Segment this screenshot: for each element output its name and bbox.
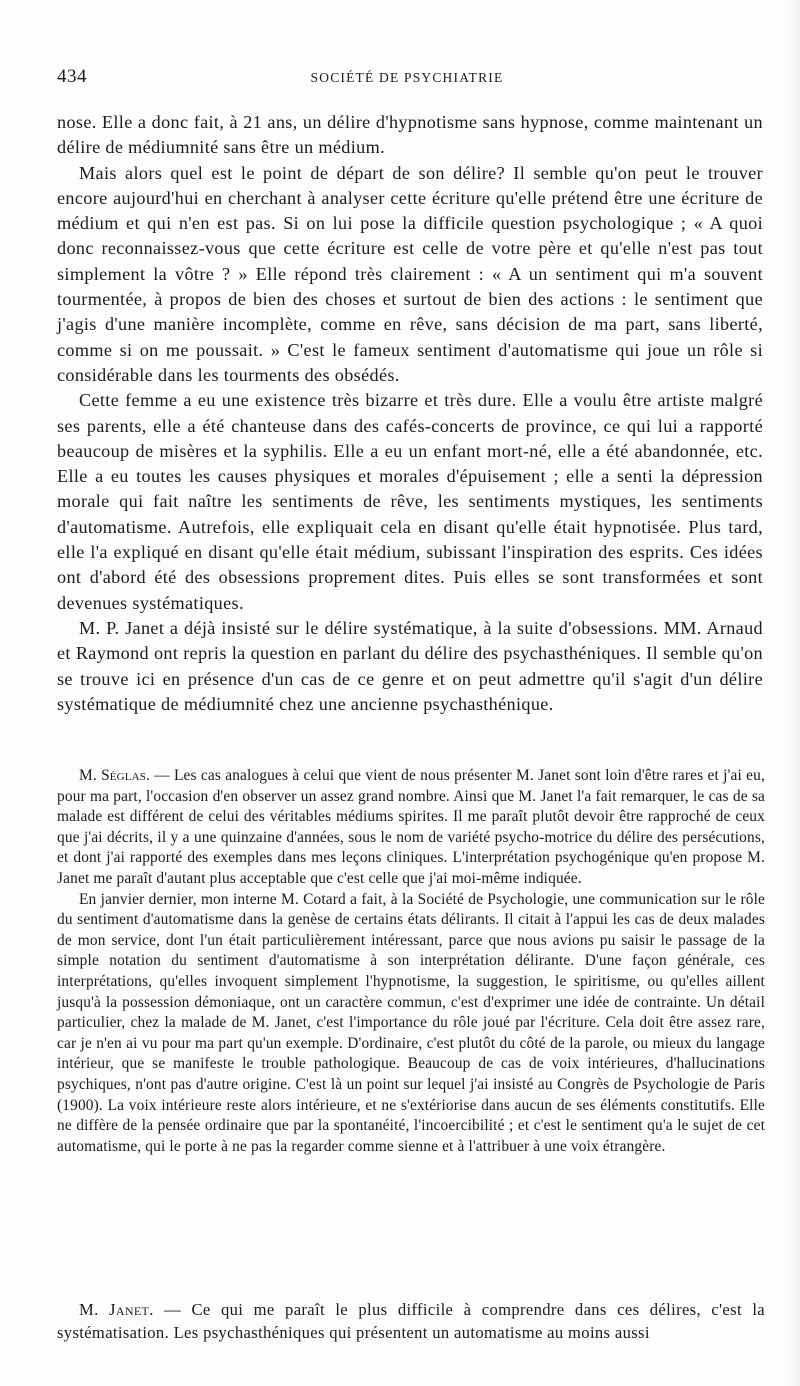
- page-number: 434: [57, 66, 87, 87]
- main-text-block: [57, 110, 763, 717]
- paragraph-systematic-delusion: M. P. Janet a déjà insisté sur le délire systématique, à la suite d'obsessions. MM. Arnaud et Raymond ont repris la question en parlant du délire des psychasthéniques. Il semble qu'on se trouve ici en présence d'un cas de ce genre et on peut admettre qu'il s'agit d'un délire systématique de médiumnité chez une ancienne psychasthénique.: [57, 617, 763, 714]
- seglas-paragraph-2: En janvier dernier, mon interne M. Cotard a fait, à la Société de Psychologie, une communication sur le rôle du sentiment d'automatisme dans la genèse de certains états délirants. Il citait à l'appui les cas de deux malades de mon service, dont l'un était particulièrement intéressant, parce que nous avions pu saisir le passage de la simple notation du sentiment d'automatisme à son interprétation délirante. D'une façon générale, ces interprétations, qu'elles invoquent simplement l'hypnotisme, la suggestion, le spiritisme, ou qu'elles aillent jusqu'à la possession démoniaque, ont un caractère commun, c'est d'exprimer une idée de contrainte. Un détail particulier, chez la malade de M. Janet, c'est l'importance du rôle joué par l'écriture. Cela doit être assez rare, car je n'en ai vu pour ma part qu'un exemple. D'ordinaire, c'est plutôt du côté de la parole, ou mieux du langage intérieur, que se manifeste le trouble pathologique. Beaucoup de cas de voix intérieures, d'hallucinations psychiques, n'ont pas d'autre origine. C'est là un point sur lequel j'ai insisté au Congrès de Psychologie de Paris (1900). La voix intérieure reste alors intérieure, et ne s'extériorise dans aucun de ses éléments constitutifs. Elle ne diffère de la pensée ordinaire que par la spontanéité, l'incoercibilité ; et c'est le sentiment qu'a le sujet de cet automatisme, qui le porte à ne pas la regarder comme sienne et à l'attribuer à une voix étrangère.: [57, 890, 765, 1155]
- journal-title: SOCIÉTÉ DE PSYCHIATRIE: [310, 70, 504, 85]
- seglas-paragraph-1: [57, 766, 765, 890]
- page-edge-shadow: [786, 0, 800, 1386]
- janet-text: — Ce qui me paraît le plus difficile à comprendre dans ces délires, c'est la systématisation. Les psychasthéniques qui présentent un automatisme au moins aussi: [57, 1300, 765, 1342]
- speaker-janet: M. Janet.: [79, 1300, 154, 1319]
- paragraph-delusion-origin: Mais alors quel est le point de départ de son délire? Il semble qu'on peut le trouver encore aujourd'hui en cherchant à analyser cette écriture qu'elle prétend être une écriture de médium et qui n'en est pas. Si on lui pose la difficile question psychologique ; « A quoi donc reconnaissez-vous que cette écriture est celle de votre père et qu'elle n'est pas tout simplement la vôtre ? » Elle répond très clairement : « A un sentiment qui m'a souvent tourmentée, à propos de bien des choses et surtout de bien des actions : le sentiment que j'agis d'une manière incomplète, comme en rêve, sans décision de ma part, sans liberté, comme si on me poussait. » C'est le fameux sentiment d'automatisme qui joue un rôle si considérable dans les tourments des obsédés.: [57, 162, 763, 385]
- speaker-seglas: M. Séglas.: [79, 767, 150, 784]
- seglas-text-1: — Les cas analogues à celui que vient de nous présenter M. Janet sont loin d'être rares et j'ai eu, pour ma part, l'occasion d'en observer un assez grand nombre. Ainsi que M. Janet l'a fait remarquer, le cas de sa malade est différent de celui des véritables médiums spirites. Il me paraît plutôt devoir être rapproché de ceux que j'ai décrits, il y a une quinzaine d'années, sous le nom de variété psycho-motrice du délire des persécutions, et dont j'ai rapporté des exemples dans mes leçons cliniques. L'interprétation psychogénique qu'en propose M. Janet me paraît d'autant plus acceptable que c'est celle que j'ai moi-même indiquée.: [57, 767, 765, 887]
- discussion-janet: [57, 1299, 765, 1344]
- janet-paragraph: [57, 1299, 765, 1344]
- paragraph-continuation: nose. Elle a donc fait, à 21 ans, un délire d'hypnotisme sans hypnose, comme maintenant un délire de médiumnité sans être un médium.: [57, 112, 763, 158]
- running-head: [57, 66, 757, 90]
- discussion-seglas: [57, 766, 765, 1157]
- paragraph-patient-history: Cette femme a eu une existence très bizarre et très dure. Elle a voulu être artiste malgré ses parents, elle a été chanteuse dans des cafés-concerts de province, ce qui lui a rapporté beaucoup de misères et la syphilis. Elle a eu un enfant mort-né, elle a été abandonnée, etc. Elle a eu toutes les causes physiques et morales d'épuisement ; elle a senti la dépression morale qui fait naître les sentiments de rêve, les sentiments mystiques, les sentiments d'automatisme. Autrefois, elle expliquait cela en disant qu'elle était hypnotisée. Plus tard, elle l'a expliqué en disant qu'elle était médium, subissant l'inspiration des esprits. Ces idées ont d'abord été des obsessions proprement dites. Puis elles se sont transformées et sont devenues systématiques.: [57, 390, 763, 613]
